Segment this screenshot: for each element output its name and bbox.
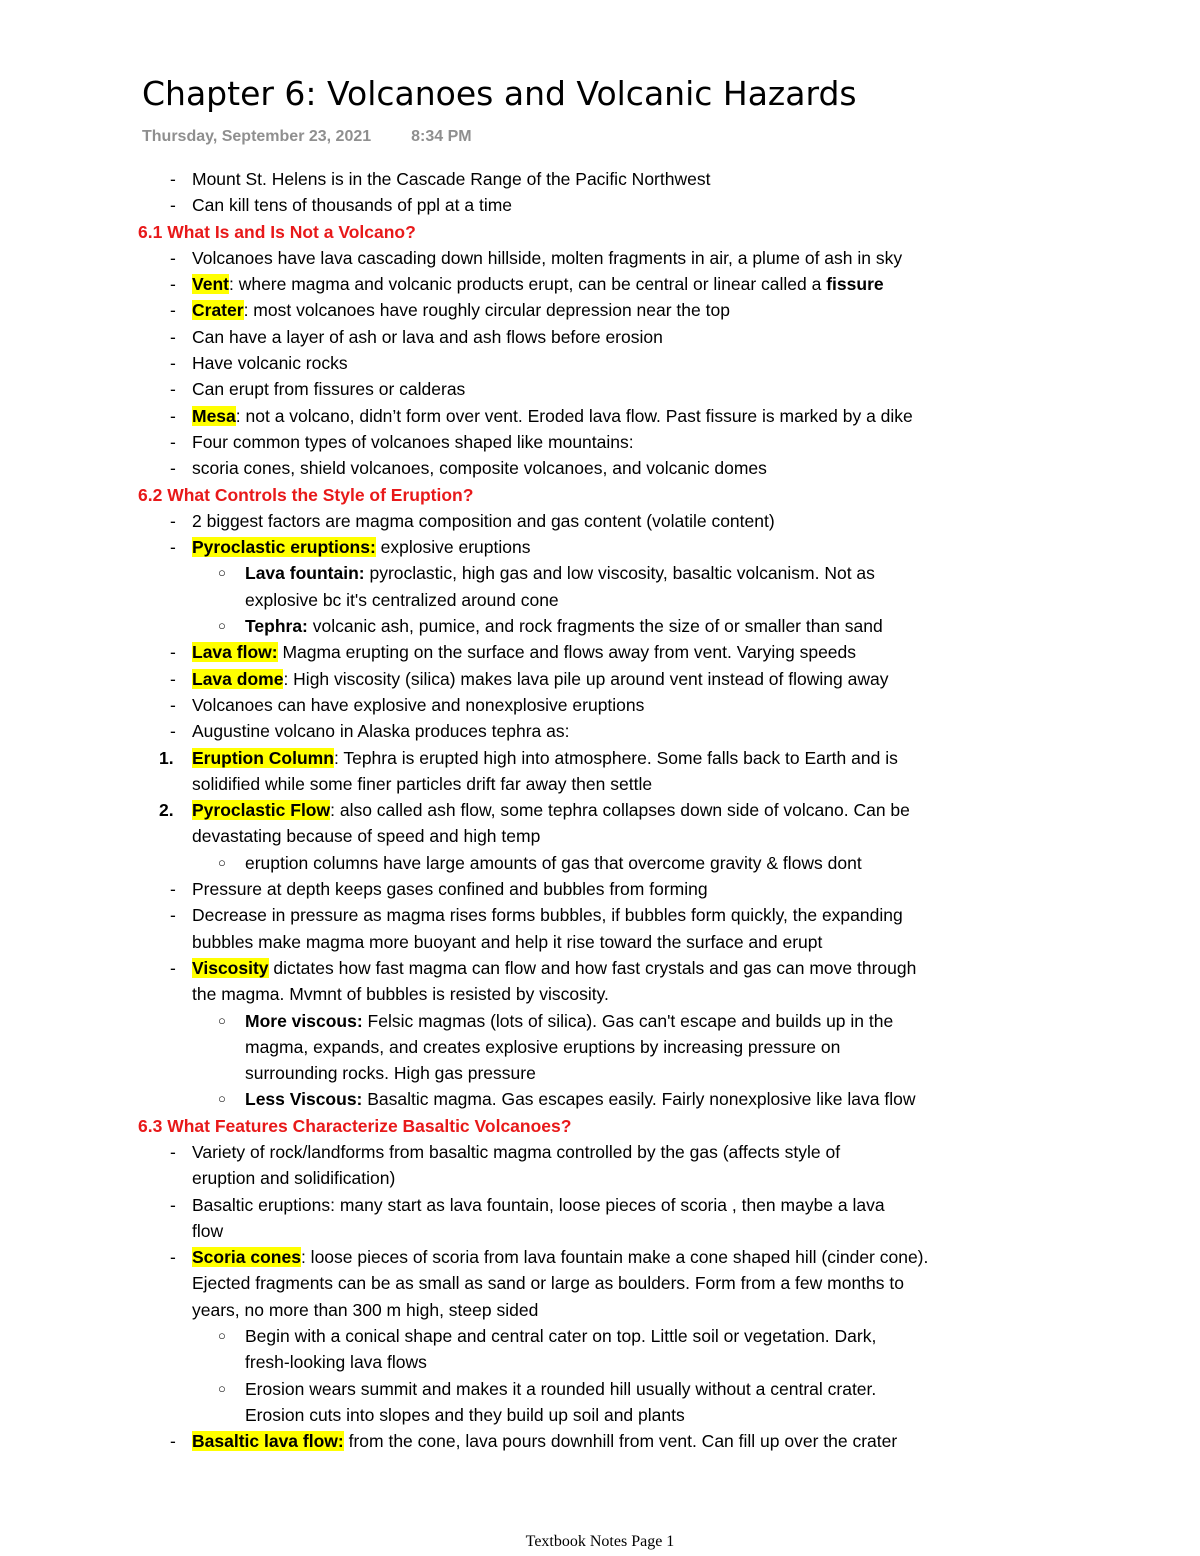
numbered-item <box>0 745 1200 771</box>
text-run: bubbles make magma more buoyant and help it rise toward the surface and erupt <box>192 931 823 952</box>
note-time: 8:34 PM <box>411 128 472 145</box>
line-text <box>192 981 609 1007</box>
bold-term: Tephra: <box>245 616 308 637</box>
text-run: eruption and solidification) <box>192 1168 396 1189</box>
section-heading-text: 6.2 What Controls the Style of Eruption? <box>138 484 474 505</box>
list-item <box>0 929 1200 955</box>
list-item <box>0 376 1200 402</box>
line-text <box>192 1139 840 1165</box>
sub-list-item <box>0 1008 1200 1034</box>
line-text <box>245 1323 876 1349</box>
list-item <box>0 1192 1200 1218</box>
line-text <box>192 534 530 560</box>
text-run: Have volcanic rocks <box>192 353 348 374</box>
text-run: from the cone, lava pours downhill from vent. Can fill up over the crater <box>343 1431 898 1452</box>
line-text <box>192 1165 395 1191</box>
list-item <box>0 245 1200 271</box>
sub-list-item <box>0 1034 1200 1060</box>
line-text <box>192 639 856 665</box>
text-run: Four common types of volcanoes shaped like mountains: <box>192 431 634 452</box>
highlighted-term: Mesa <box>192 405 236 426</box>
line-text <box>192 1192 885 1218</box>
sub-list-item <box>0 613 1200 639</box>
sub-list-item <box>0 1376 1200 1402</box>
line-text <box>192 771 652 797</box>
line-text <box>245 560 875 586</box>
line-text <box>192 455 767 481</box>
list-item <box>0 1428 1200 1454</box>
line-text <box>192 692 644 718</box>
text-run: : where magma and volcanic products erupt, can be central or linear called a <box>228 274 827 295</box>
sub-list-item <box>0 1086 1200 1112</box>
line-text <box>245 1086 915 1112</box>
highlighted-term: Lava dome <box>192 668 284 689</box>
dash-bullet-icon: - <box>170 300 176 321</box>
line-text <box>245 1034 840 1060</box>
dash-bullet-icon: - <box>170 405 176 426</box>
text-run: fresh-looking lava flows <box>245 1352 427 1373</box>
list-item <box>0 508 1200 534</box>
dash-bullet-icon: - <box>170 353 176 374</box>
text-run: flow <box>192 1220 224 1241</box>
dash-bullet-icon: - <box>170 721 176 742</box>
text-run: Can have a layer of ash or lava and ash flows before erosion <box>192 326 663 347</box>
list-item <box>0 271 1200 297</box>
sub-list-item <box>0 850 1200 876</box>
page-title: Chapter 6: Volcanoes and Volcanic Hazards <box>142 74 857 113</box>
list-item <box>0 666 1200 692</box>
list-item <box>0 639 1200 665</box>
bold-term: fissure <box>826 274 884 295</box>
circle-bullet-icon: ○ <box>218 618 226 634</box>
line-text <box>192 797 910 823</box>
highlighted-term: Viscosity <box>192 957 269 978</box>
line-text <box>192 1297 538 1323</box>
text-run: dictates how fast magma can flow and how fast crystals and gas can move through <box>268 957 917 978</box>
line-text <box>192 271 884 297</box>
dash-bullet-icon: - <box>170 668 176 689</box>
text-run: Can kill tens of thousands of ppl at a time <box>192 195 513 216</box>
text-run: Decrease in pressure as magma rises forms bubbles, if bubbles form quickly, the expanding <box>192 905 903 926</box>
circle-bullet-icon: ○ <box>218 565 226 581</box>
line-text <box>245 850 862 876</box>
text-run: magma, expands, and creates explosive eruptions by increasing pressure on <box>245 1036 841 1057</box>
line-text <box>192 1270 904 1296</box>
dash-bullet-icon: - <box>170 905 176 926</box>
circle-bullet-icon: ○ <box>218 1380 226 1396</box>
dash-bullet-icon: - <box>170 510 176 531</box>
dash-bullet-icon: - <box>170 957 176 978</box>
line-text <box>192 955 916 981</box>
text-run: : not a volcano, didn’t form over vent. Eroded lava flow. Past fissure is marked by a dike <box>235 405 913 426</box>
dash-bullet-icon: - <box>170 1194 176 1215</box>
dash-bullet-icon: - <box>170 642 176 663</box>
note-date: Thursday, September 23, 2021 <box>142 128 372 145</box>
line-text <box>245 1008 893 1034</box>
section-heading <box>0 219 1200 245</box>
text-run: Erosion wears summit and makes it a rounded hill usually without a central crater. <box>245 1378 877 1399</box>
bold-term: Less Viscous: <box>245 1089 363 1110</box>
list-item <box>0 1165 1200 1191</box>
line-text <box>245 1060 536 1086</box>
line-text <box>192 1428 897 1454</box>
text-run: Mount St. Helens is in the Cascade Range of the Pacific Northwest <box>192 169 711 189</box>
list-item <box>0 1139 1200 1165</box>
highlighted-term: Pyroclastic Flow <box>192 800 331 821</box>
section-heading <box>0 482 1200 508</box>
text-run: Variety of rock/landforms from basaltic magma controlled by the gas (affects style of <box>192 1141 841 1162</box>
text-run: Pressure at depth keeps gases confined and bubbles from forming <box>192 879 708 900</box>
dash-bullet-icon: - <box>170 1431 176 1452</box>
text-run: pyroclastic, high gas and low viscosity, basaltic volcanism. Not as <box>364 563 875 584</box>
list-item <box>0 771 1200 797</box>
sub-list-item <box>0 587 1200 613</box>
text-run: Can erupt from fissures or calderas <box>192 379 466 400</box>
text-run: : loose pieces of scoria from lava fountain make a cone shaped hill (cinder cone). <box>300 1247 929 1268</box>
line-text <box>245 1402 685 1428</box>
bold-term: More viscous: <box>245 1010 363 1031</box>
dash-bullet-icon: - <box>170 379 176 400</box>
dash-bullet-icon: - <box>170 1141 176 1162</box>
line-text <box>192 324 663 350</box>
text-run: Volcanoes have lava cascading down hillside, molten fragments in air, a plume of ash in sky <box>192 247 903 268</box>
text-run: surrounding rocks. High gas pressure <box>245 1063 536 1084</box>
line-text <box>192 718 569 744</box>
list-item <box>0 718 1200 744</box>
text-run: : also called ash flow, some tephra collapses down side of volcano. Can be <box>330 800 910 821</box>
text-run: 2 biggest factors are magma composition and gas content (volatile content) <box>192 510 775 531</box>
highlighted-term: Eruption Column <box>192 747 334 768</box>
dash-bullet-icon: - <box>170 274 176 295</box>
list-item <box>0 166 1200 192</box>
line-text <box>245 1376 876 1402</box>
list-item <box>0 297 1200 323</box>
text-run: explosive eruptions <box>375 537 531 558</box>
section-heading <box>0 1113 1200 1139</box>
text-run: volcanic ash, pumice, and rock fragments the size of or smaller than sand <box>307 616 883 637</box>
line-text <box>192 929 822 955</box>
list-item <box>0 429 1200 455</box>
sub-list-item <box>0 1402 1200 1428</box>
numbered-item <box>0 797 1200 823</box>
text-run: : most volcanoes have roughly circular depression near the top <box>243 300 730 321</box>
list-item <box>0 981 1200 1007</box>
line-text <box>192 376 465 402</box>
line-text <box>192 876 708 902</box>
text-run: Erosion cuts into slopes and they build up soil and plants <box>245 1404 685 1425</box>
dash-bullet-icon: - <box>170 169 176 189</box>
dash-bullet-icon: - <box>170 879 176 900</box>
dash-bullet-icon: - <box>170 1247 176 1268</box>
section-heading-text: 6.3 What Features Characterize Basaltic Volcanoes? <box>138 1115 572 1136</box>
text-run: years, no more than 300 m high, steep sided <box>192 1299 539 1320</box>
line-text <box>192 166 710 192</box>
list-item <box>0 955 1200 981</box>
sub-list-item <box>0 560 1200 586</box>
text-run: scoria cones, shield volcanoes, composite volcanoes, and volcanic domes <box>192 458 767 479</box>
line-text <box>245 613 883 639</box>
line-text <box>192 350 348 376</box>
dash-bullet-icon: - <box>170 458 176 479</box>
line-text <box>192 823 540 849</box>
highlighted-term: Vent <box>192 274 229 295</box>
dash-bullet-icon: - <box>170 195 176 216</box>
list-item <box>0 403 1200 429</box>
line-text <box>192 666 888 692</box>
text-run: Magma erupting on the surface and flows away from vent. Varying speeds <box>277 642 857 663</box>
highlighted-term: Pyroclastic eruptions: <box>192 537 376 558</box>
text-run: : High viscosity (silica) makes lava pile up around vent instead of flowing away <box>283 668 889 689</box>
text-run: Basaltic magma. Gas escapes easily. Fairly nonexplosive like lava flow <box>362 1089 916 1110</box>
text-run: Ejected fragments can be as small as sand or large as boulders. Form from a few months to <box>192 1273 904 1294</box>
text-run: Volcanoes can have explosive and nonexplosive eruptions <box>192 694 645 715</box>
text-run: the magma. Mvmnt of bubbles is resisted by viscosity. <box>192 984 609 1005</box>
page-footer: Textbook Notes Page 1 <box>525 1533 675 1550</box>
circle-bullet-icon: ○ <box>218 1328 226 1344</box>
list-item <box>0 823 1200 849</box>
note-timestamp <box>142 128 472 146</box>
dash-bullet-icon: - <box>170 247 176 268</box>
line-text <box>192 192 512 218</box>
list-item <box>0 1270 1200 1296</box>
highlighted-term: Scoria cones <box>192 1247 301 1268</box>
text-run: Basaltic eruptions: many start as lava fountain, loose pieces of scoria , then maybe a lava <box>192 1194 885 1215</box>
list-number: 1. <box>159 747 174 768</box>
sub-list-item <box>0 1060 1200 1086</box>
line-text <box>192 403 913 429</box>
section-heading-text: 6.1 What Is and Is Not a Volcano? <box>138 221 416 242</box>
list-item <box>0 1297 1200 1323</box>
text-run: Augustine volcano in Alaska produces tephra as: <box>192 721 570 742</box>
line-text <box>245 1349 427 1375</box>
list-item <box>0 350 1200 376</box>
list-item <box>0 534 1200 560</box>
sub-list-item <box>0 1323 1200 1349</box>
list-item <box>0 192 1200 218</box>
text-run: solidified while some finer particles drift far away then settle <box>192 773 653 794</box>
highlighted-term: Basaltic lava flow: <box>192 1431 344 1452</box>
line-text <box>192 745 898 771</box>
dash-bullet-icon: - <box>170 694 176 715</box>
dash-bullet-icon: - <box>170 537 176 558</box>
circle-bullet-icon: ○ <box>218 854 226 870</box>
line-text <box>192 297 730 323</box>
sub-list-item <box>0 1349 1200 1375</box>
circle-bullet-icon: ○ <box>218 1091 226 1107</box>
list-item <box>0 1218 1200 1244</box>
text-run: Begin with a conical shape and central cater on top. Little soil or vegetation. Dark, <box>245 1326 877 1347</box>
line-text <box>192 1244 928 1270</box>
notes-body <box>0 166 1200 1455</box>
text-run: devastating because of speed and high temp <box>192 826 541 847</box>
text-run: eruption columns have large amounts of gas that overcome gravity & flows dont <box>245 852 862 873</box>
list-item <box>0 902 1200 928</box>
text-run: : Tephra is erupted high into atmosphere. Some falls back to Earth and is <box>333 747 898 768</box>
list-item <box>0 324 1200 350</box>
list-number: 2. <box>159 800 174 821</box>
list-item <box>0 692 1200 718</box>
line-text <box>192 1218 223 1244</box>
bold-term: Lava fountain: <box>245 563 365 584</box>
line-text <box>192 902 903 928</box>
list-item <box>0 1244 1200 1270</box>
text-run: explosive bc it's centralized around cone <box>245 589 559 610</box>
highlighted-term: Lava flow: <box>192 642 278 663</box>
dash-bullet-icon: - <box>170 326 176 347</box>
line-text <box>192 245 902 271</box>
circle-bullet-icon: ○ <box>218 1012 226 1028</box>
line-text <box>245 587 559 613</box>
list-item <box>0 876 1200 902</box>
text-run: Felsic magmas (lots of silica). Gas can't escape and builds up in the <box>362 1010 894 1031</box>
highlighted-term: Crater <box>192 300 244 321</box>
line-text <box>192 429 634 455</box>
line-text <box>192 508 775 534</box>
dash-bullet-icon: - <box>170 431 176 452</box>
list-item <box>0 455 1200 481</box>
